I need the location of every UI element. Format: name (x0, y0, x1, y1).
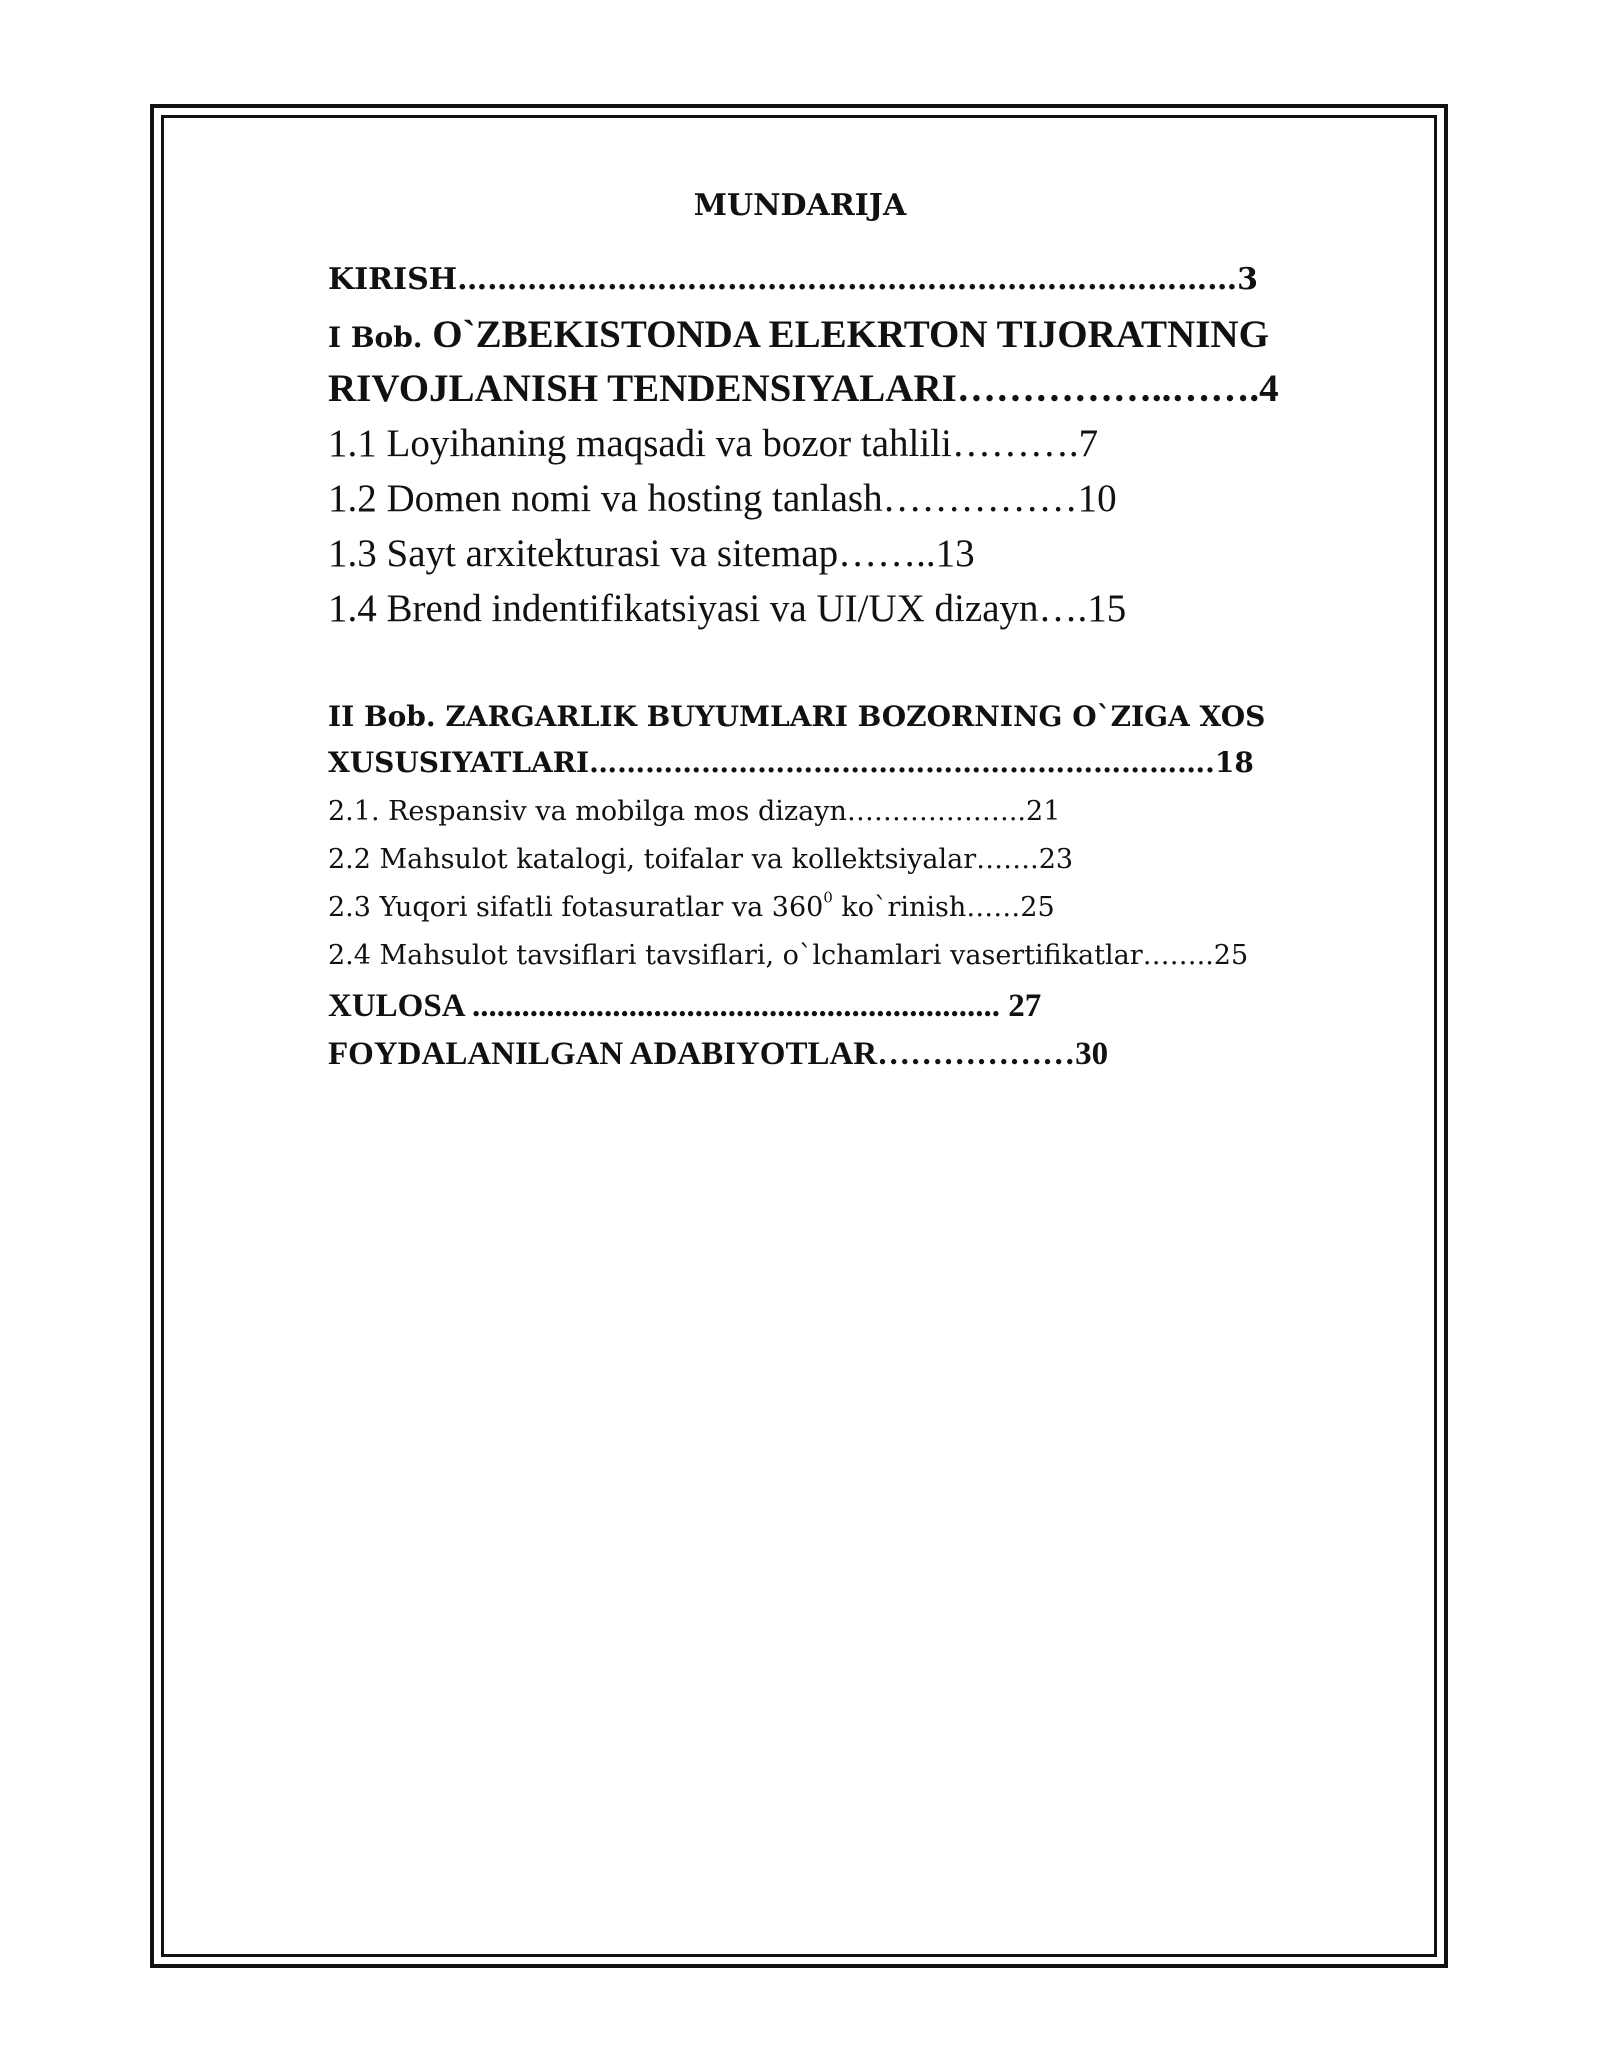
chapter1-title-line1: O`ZBEKISTONDA ELEKRTON TIJORATNING (422, 313, 1269, 356)
toc-entry-2-2: 2.2 Mahsulot katalogi, toifalar va kollektsiyalar…….23 (328, 844, 1074, 875)
toc-entry-xulosa: XULOSA ................................................................ 27 (328, 988, 1042, 1024)
toc-entry-adabiyotlar: FOYDALANILGAN ADABIYOTLAR………………30 (328, 1036, 1109, 1072)
toc-entry-2-1: 2.1. Respansiv va mobilga mos dizayn………………..21 (328, 796, 1061, 827)
toc-entry-chapter1-line2: RIVOJLANISH TENDENSIYALARI……………..…….4 (328, 367, 1279, 410)
s2-3-text-before: 2.3 Yuqori sifatli fotasuratlar va 360 (328, 892, 824, 923)
toc-entry-chapter2-line2: XUSUSIYATLARI………………………………………………………….18 (328, 746, 1254, 779)
toc-entry-chapter1-line1 (328, 312, 1269, 357)
s2-3-text-after: ko`rinish……25 (832, 892, 1055, 923)
toc-title: MUNDARIJA (693, 188, 907, 223)
s2-3-degree-sup: 0 (823, 888, 833, 907)
toc-entry-2-3 (328, 888, 1055, 923)
toc-entry-1-4: 1.4 Brend indentifikatsiyasi va UI/UX dizayn….15 (328, 587, 1127, 630)
toc-entry-2-4: 2.4 Mahsulot tavsiflari tavsiflari, o`lchamlari vasertifikatlar……..25 (328, 940, 1249, 971)
toc-entry-1-3: 1.3 Sayt arxitekturasi va sitemap……..13 (328, 532, 975, 575)
toc-entry-chapter2-line1: II Bob. ZARGARLIK BUYUMLARI BOZORNING O`ZIGA XOS (328, 700, 1266, 733)
toc-entry-1-2: 1.2 Domen nomi va hosting tanlash……………10 (328, 477, 1117, 520)
chapter1-prefix: I Bob. (328, 321, 423, 354)
toc-entry-1-1: 1.1 Loyihaning maqsadi va bozor tahlili……….7 (328, 422, 1099, 465)
toc-entry-kirish: KIRISH……………………………………………………………………3 (328, 262, 1258, 297)
